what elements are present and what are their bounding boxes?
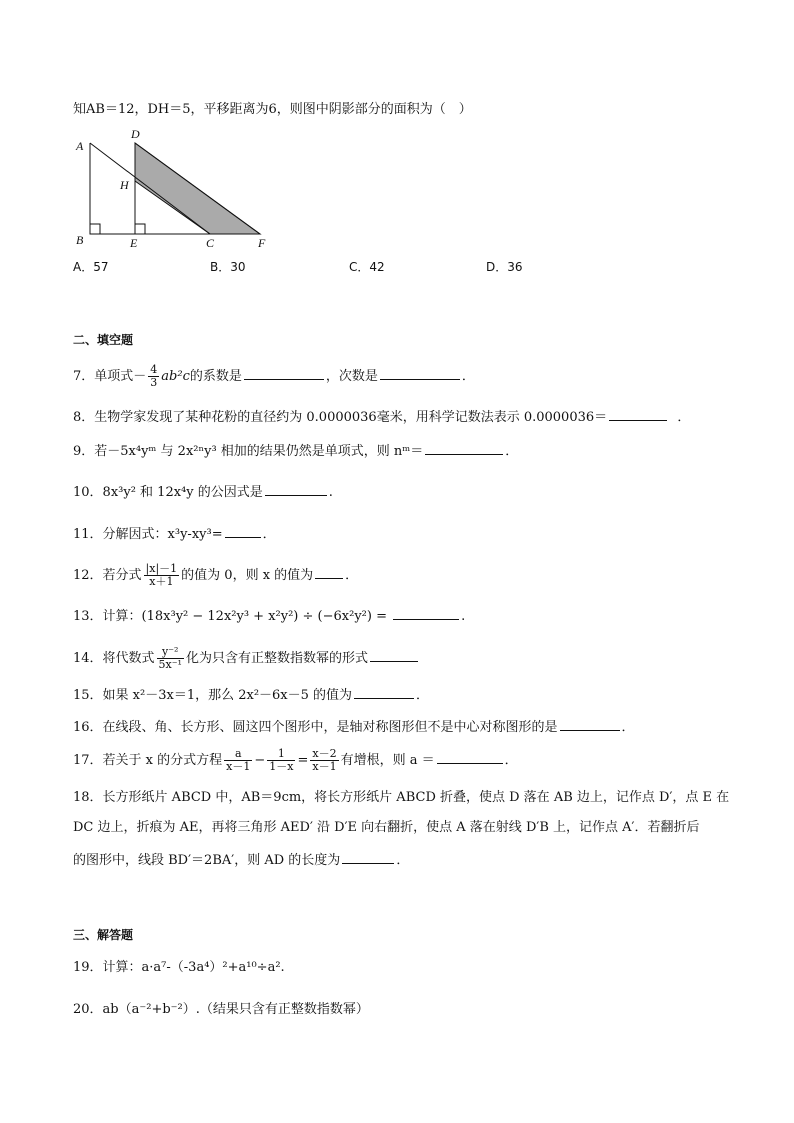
answer-blank[interactable] <box>342 849 394 864</box>
fraction: $\frac{a}{x-1}$ <box>226 747 251 773</box>
answer-blank[interactable] <box>609 406 667 421</box>
answer-blank[interactable] <box>380 365 460 380</box>
fraction: $\frac{\text{y⁻²}}{\text{5x⁻¹}}$ <box>158 645 182 671</box>
label-d: D <box>131 128 140 141</box>
question-11: 11．分解因式：x³y-xy³= ． <box>73 523 276 545</box>
label-c: C <box>206 236 215 250</box>
question-20: 20．ab（a⁻²+b⁻²）.（结果只含有正整数指数幂） <box>73 1002 369 1017</box>
q6-text: 知AB＝12，DH＝5，平移距离为6，则图中阴影部分的面积为（ ） <box>73 102 472 117</box>
question-7: 7．单项式－ $\frac{4}{3}$ ab²c的系数是 ，次数是 ． <box>73 363 475 389</box>
question-14: 14．将代数式 $\frac{\text{y⁻²}}{\text{5x⁻¹}}$ 化为只含有正整数指数幂的形式 <box>73 646 420 671</box>
right-angle-b <box>90 224 100 234</box>
answer-blank[interactable] <box>354 684 414 699</box>
answer-blank[interactable] <box>393 605 459 620</box>
label-h: H <box>120 178 129 192</box>
answer-blank[interactable] <box>560 716 620 731</box>
question-17: 17．若关于 x 的分式方程 $\frac{a}{x-1}$ − $\frac{1}{1-x}$ = $\frac{x-2}{x-1}$ 有增根，则 a ＝ ． <box>73 747 518 773</box>
question-8: 8．生物学家发现了某种花粉的直径约为 0.0000036毫米，用科学记数法表示 0.0000036＝ ． <box>73 406 690 428</box>
question-18-line-2: DC 边上，折痕为 AE，再将三角形 AED′ 沿 D′E 向右翻折，使点 A 落在射线 D′B 上，记作点 A′．若翻折后 <box>73 820 700 835</box>
answer-blank[interactable] <box>425 440 503 455</box>
answer-blank[interactable] <box>437 749 503 764</box>
right-angle-e <box>135 224 145 234</box>
answer-blank[interactable] <box>265 481 327 496</box>
fraction: $\frac{1}{1-x}$ <box>269 747 294 773</box>
fraction: $\frac{x-2}{x-1}$ <box>312 747 337 773</box>
label-a: A <box>76 139 84 153</box>
fraction: $\frac{|x|-1}{x+1}$ <box>145 562 178 588</box>
question-12: 12．若分式 $\frac{|x|-1}{x+1}$ 的值为 0，则 x 的值为 ． <box>73 562 359 588</box>
question-15: 15．如果 x²－3x＝1，那么 2x²－6x－5 的值为 ． <box>73 684 429 706</box>
label-f: F <box>258 236 266 250</box>
label-e: E <box>130 236 138 250</box>
option-d: D．36 <box>486 260 523 274</box>
question-9: 9．若－5x⁴yᵐ 与 2x²ⁿy³ 相加的结果仍然是单项式，则 nᵐ＝ ． <box>73 440 518 462</box>
option-a: A．57 <box>73 260 109 274</box>
answer-blank[interactable] <box>244 365 324 380</box>
label-b: B <box>76 233 84 247</box>
question-16: 16．在线段、角、长方形、圆这四个图形中，是轴对称图形但不是中心对称图形的是 ． <box>73 716 635 738</box>
question-10: 10．8x³y² 和 12x⁴y 的公因式是 . <box>73 481 333 503</box>
question-13: 13．计算：(18x³y² − 12x²y³ + x²y²) ÷ (−6x²y²) = . <box>73 605 465 627</box>
fraction: $\frac{4}{3}$ <box>150 363 158 389</box>
answer-blank[interactable] <box>315 564 343 579</box>
geometry-figure <box>70 128 280 253</box>
section-solve: 三、解答题 <box>73 928 134 942</box>
question-18-line-1: 18．长方形纸片 ABCD 中，AB＝9cm，将长方形纸片 ABCD 折叠，使点 D 落在 AB 边上，记作点 D′，点 E 在 <box>73 790 730 805</box>
option-b: B．30 <box>210 260 246 274</box>
section-fill-in: 二、填空题 <box>73 333 134 347</box>
option-c: C．42 <box>349 260 385 274</box>
answer-blank[interactable] <box>225 523 261 538</box>
question-19: 19．计算：a·a⁷-（-3a⁴）²+a¹⁰÷a². <box>73 960 285 975</box>
answer-blank[interactable] <box>370 647 418 662</box>
question-18-line-3: 的图形中，线段 BD′＝2BA′，则 AD 的长度为 ． <box>73 849 409 871</box>
